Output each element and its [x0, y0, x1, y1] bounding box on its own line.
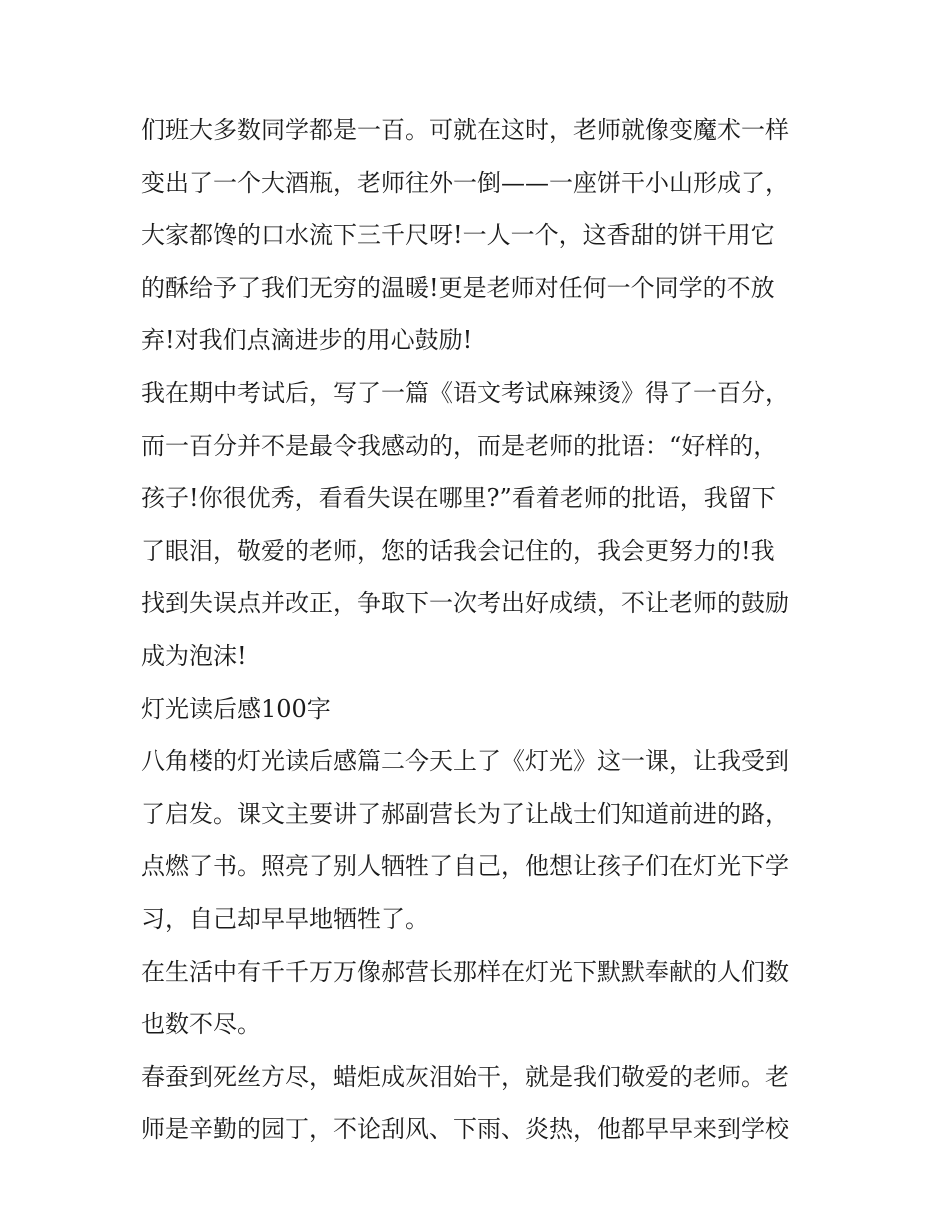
text-line: 春蚕到死丝方尽，蜡炬成灰泪始干，就是我们敬爱的老师。老	[141, 1062, 789, 1091]
text-line: 找到失误点并改正，争取下一次考出好成绩，不让老师的鼓励	[141, 589, 789, 618]
document-body	[141, 104, 831, 1156]
text-line: 八角楼的灯光读后感篇二今天上了《灯光》这一课，让我受到	[141, 747, 789, 776]
text-line: 习，自己却早早地牺牲了。	[141, 904, 429, 933]
text-line: 成为泡沫!	[141, 641, 247, 670]
text-line: 了启发。课文主要讲了郝副营长为了让战士们知道前进的路，	[141, 799, 789, 828]
text-line: 点燃了书。照亮了别人牺牲了自己，他想让孩子们在灯光下学	[141, 852, 789, 881]
section-heading: 灯光读后感100字	[141, 694, 331, 723]
text-line: 而一百分并不是最令我感动的，而是老师的批语：“好样的，	[141, 431, 778, 460]
text-line: 也数不尽。	[141, 1010, 261, 1039]
text-line: 师是辛勤的园丁，不论刮风、下雨、炎热，他都早早来到学校	[141, 1115, 789, 1144]
text-line: 我在期中考试后，写了一篇《语文考试麻辣烫》得了一百分，	[141, 378, 789, 407]
text-line: 们班大多数同学都是一百。可就在这时，老师就像变魔术一样	[141, 116, 789, 144]
text-line: 在生活中有千千万万像郝营长那样在灯光下默默奉献的人们数	[141, 957, 789, 986]
text-line: 大家都馋的口水流下三千尺呀!一人一个，这香甜的饼干用它	[141, 221, 775, 250]
text-line: 弃!对我们点滴进步的用心鼓励!	[141, 326, 473, 355]
text-line: 的酥给予了我们无穷的温暖!更是老师对任何一个同学的不放	[141, 273, 775, 302]
text-line: 孩子!你很优秀，看看失误在哪里?”看着老师的批语，我留下	[141, 484, 776, 513]
text-line: 了眼泪，敬爱的老师，您的话我会记住的，我会更努力的!我	[141, 536, 775, 565]
text-line: 变出了一个大酒瓶，老师往外一倒——一座饼干小山形成了，	[141, 168, 789, 197]
